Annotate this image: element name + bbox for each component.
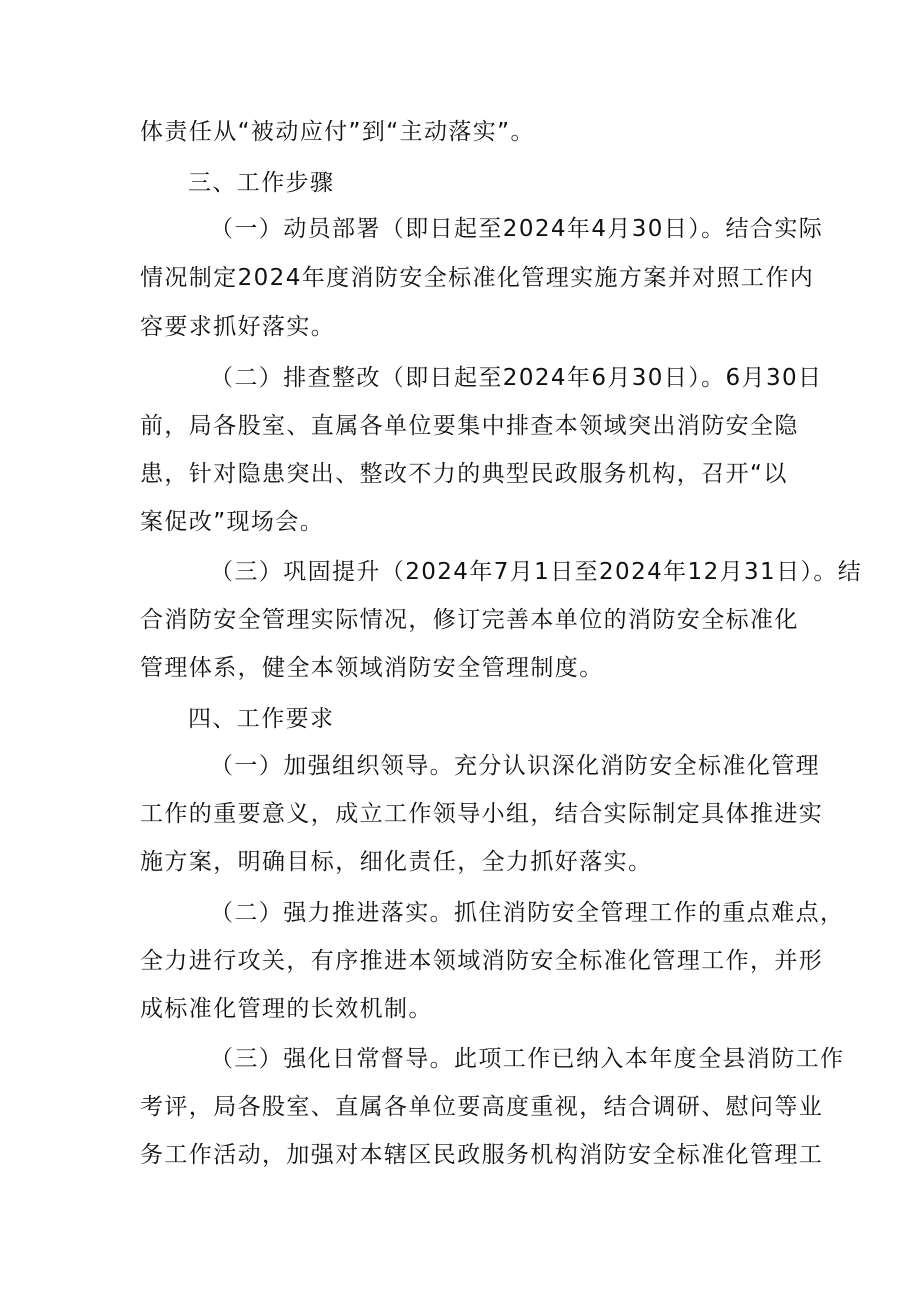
paragraph-line: 管理体系，健全本领域消防安全管理制度。	[140, 655, 604, 681]
paragraph-line: 患，针对隐患突出、整改不力的典型民政服务机构，召开“以	[140, 461, 788, 487]
paragraph-line: 容要求抓好落实。	[140, 314, 336, 340]
paragraph-line: 施方案，明确目标，细化责任，全力抓好落实。	[140, 849, 653, 875]
paragraph-line: 考评，局各股室、直属各单位要高度重视，结合调研、慰问等业	[140, 1094, 824, 1120]
section-heading: 三、工作步骤	[188, 170, 335, 196]
paragraph-line: 务工作活动，加强对本辖区民政服务机构消防安全标准化管理工	[140, 1142, 824, 1168]
paragraph-line: 前，局各股室、直属各单位要集中排查本领域突出消防安全隐	[140, 413, 799, 439]
paragraph-line: 合消防安全管理实际情况，修订完善本单位的消防安全标准化	[140, 607, 799, 633]
paragraph-line: 工作的重要意义，成立工作领导小组，结合实际制定具体推进实	[140, 801, 824, 827]
paragraph-line: （一）动员部署（即日起至2024年4月30日）。结合实际	[210, 216, 824, 242]
paragraph-line: （三）强化日常督导。此项工作已纳入本年度全县消防工作	[210, 1046, 845, 1072]
paragraph-line: （二）强力推进落实。抓住消防安全管理工作的重点难点，	[210, 900, 845, 926]
paragraph-line: （二）排查整改（即日起至2024年6月30日）。6月30日	[210, 365, 823, 391]
paragraph-line: 案促改”现场会。	[140, 509, 325, 535]
paragraph-line: 全力进行攻关，有序推进本领域消防安全标准化管理工作，并形	[140, 948, 824, 974]
paragraph-line: 情况制定2024年度消防安全标准化管理实施方案并对照工作内	[140, 265, 815, 291]
paragraph-line: （一）加强组织领导。充分认识深化消防安全标准化管理	[210, 753, 820, 779]
paragraph-line: 成标准化管理的长效机制。	[140, 996, 433, 1022]
paragraph-line: （三）巩固提升（2024年7月1日至2024年12月31日）。结	[210, 559, 863, 585]
text-line: 体责任从“被动应付”到“主动落实”。	[140, 119, 535, 145]
section-heading: 四、工作要求	[188, 706, 335, 732]
